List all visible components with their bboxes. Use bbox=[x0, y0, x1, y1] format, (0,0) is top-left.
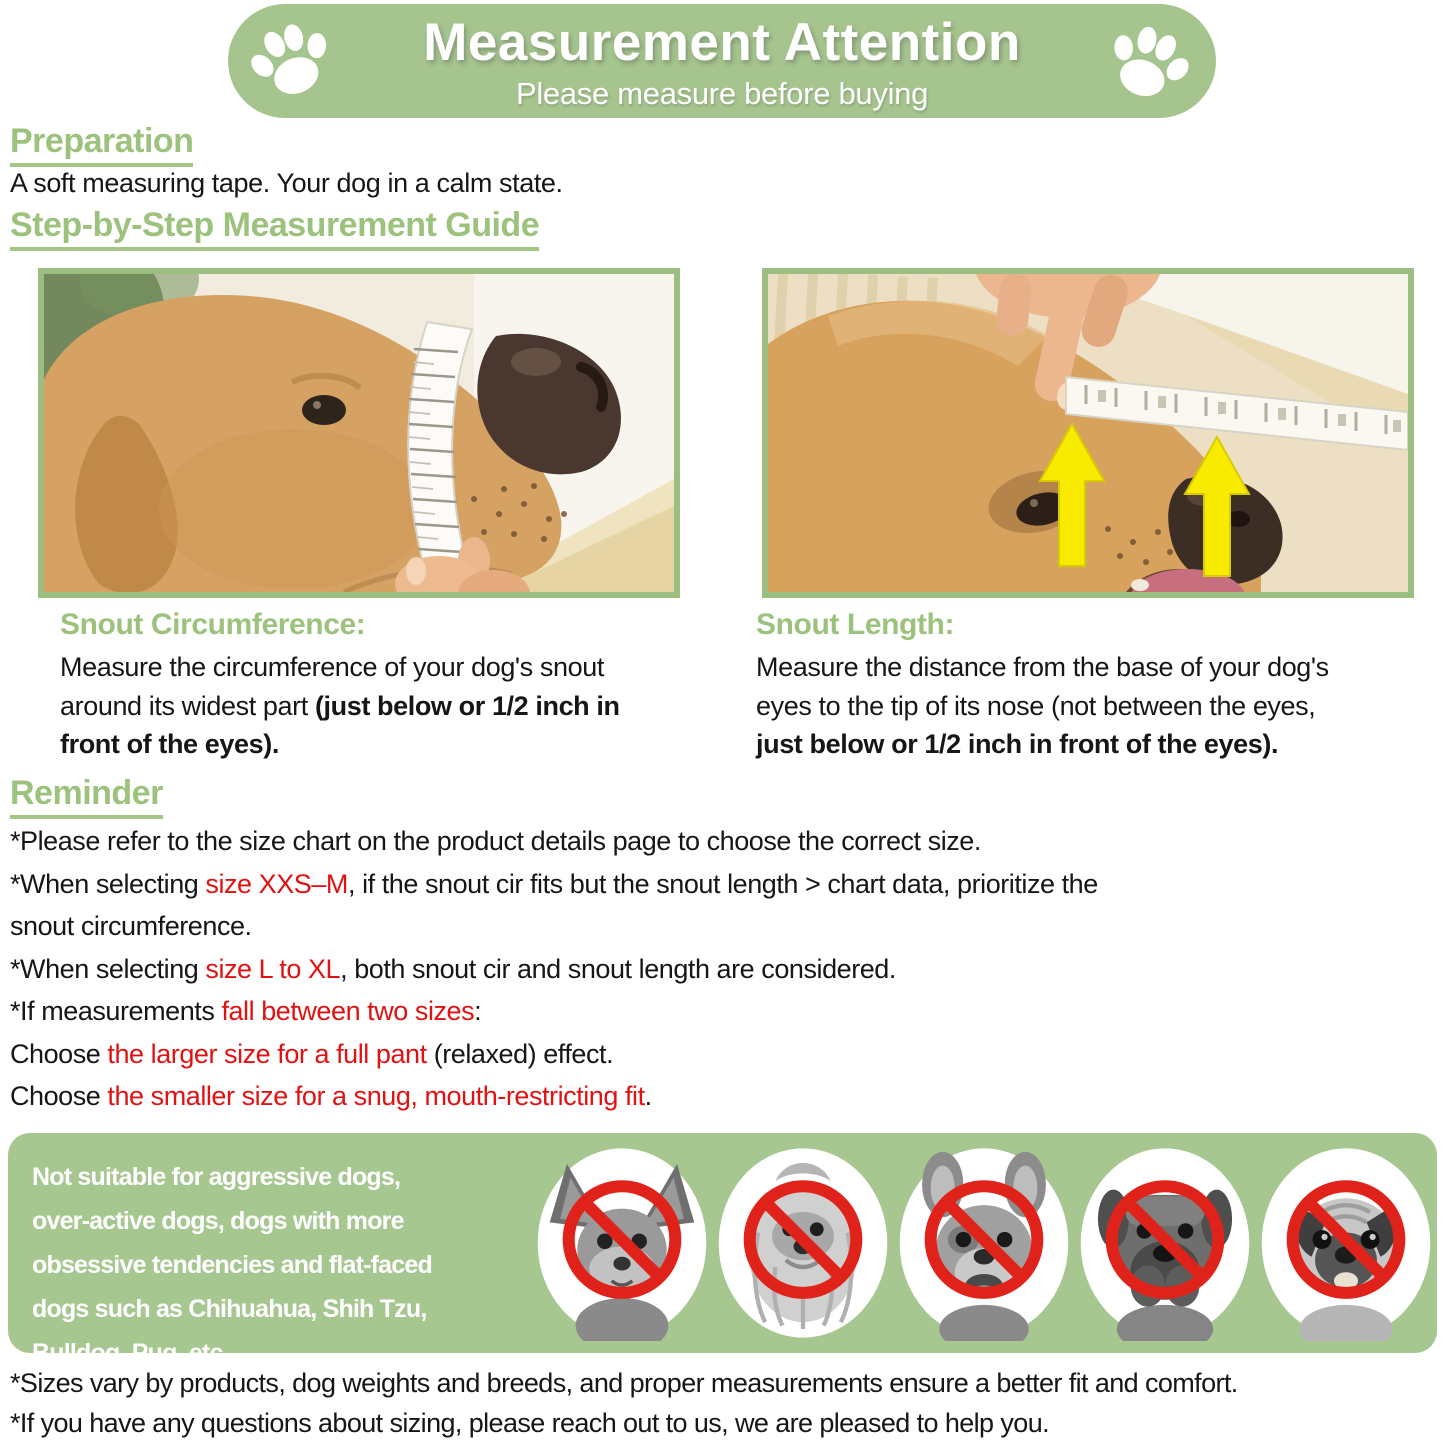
not-suitable-warning-box bbox=[8, 1133, 1437, 1367]
snout-circumference-caption: Snout Circumference: bbox=[60, 608, 366, 641]
red-highlight-text: size L to XL bbox=[205, 953, 341, 984]
red-highlight-text: the smaller size for a snug, mouth-restricting fit bbox=[107, 1081, 645, 1111]
red-highlight-text: the larger size for a full pant bbox=[107, 1038, 427, 1069]
no-bullmastiff-icon bbox=[1079, 1145, 1251, 1341]
reminder-heading: Reminder bbox=[10, 776, 163, 819]
reminder-line: *Please refer to the size chart on the product details page to choose the correct size. bbox=[10, 826, 981, 856]
no-french-bulldog-icon bbox=[898, 1145, 1070, 1341]
dog-with-tape-around-snout-illustration bbox=[44, 274, 674, 592]
snout-length-photo bbox=[762, 268, 1414, 598]
prohibited-dog-breeds bbox=[536, 1145, 1434, 1341]
warning-line: over-active dogs, dogs with more bbox=[32, 1207, 404, 1235]
footer-note-contact: *If you have any questions about sizing, please reach out to us, we are pleased to help you. bbox=[10, 1408, 1050, 1438]
red-highlight-text: size XXS–M bbox=[205, 868, 348, 899]
no-shih-tzu-icon bbox=[717, 1145, 889, 1341]
preparation-heading: Preparation bbox=[10, 124, 193, 167]
page-subtitle: Please measure before buying bbox=[515, 76, 929, 111]
description-line: Measure the distance from the base of your dog's bbox=[756, 652, 1329, 682]
reminder-list bbox=[10, 820, 1098, 1118]
reminder-section-heading-wrap bbox=[10, 776, 163, 819]
warning-line: dogs such as Chihuahua, Shih Tzu, bbox=[32, 1295, 427, 1323]
snout-circumference-description bbox=[60, 648, 620, 764]
reminder-line: Choose the smaller size for a snug, mouth-restricting fit. bbox=[10, 1081, 652, 1111]
snout-length-caption: Snout Length: bbox=[756, 608, 955, 641]
reminder-line: *If measurements fall between two sizes: bbox=[10, 996, 482, 1026]
preparation-body: A soft measuring tape. Your dog in a calm state. bbox=[10, 168, 563, 198]
no-chihuahua-icon bbox=[536, 1145, 708, 1341]
not-suitable-text bbox=[32, 1155, 432, 1375]
no-pug-icon bbox=[1260, 1145, 1432, 1341]
description-line: eyes to the tip of its nose (not between the eyes, bbox=[756, 690, 1316, 721]
warning-line: Bulldog, Pug, etc bbox=[32, 1339, 223, 1367]
warning-line: Not suitable for aggressive dogs, bbox=[32, 1163, 401, 1191]
reminder-line: snout circumference. bbox=[10, 911, 252, 941]
description-line: Measure the circumference of your dog's snout bbox=[60, 652, 604, 682]
description-line-bold: front of the eyes). bbox=[60, 729, 279, 759]
page-title: Measurement Attention bbox=[423, 13, 1021, 72]
reminder-line: Choose the larger size for a full pant (relaxed) effect. bbox=[10, 1038, 614, 1069]
measurement-attention-banner bbox=[228, 4, 1216, 118]
warning-line: obsessive tendencies and flat-faced bbox=[32, 1251, 432, 1279]
preparation-section bbox=[10, 124, 193, 167]
guide-heading: Step-by-Step Measurement Guide bbox=[10, 208, 539, 251]
reminder-line: *When selecting size XXS–M, if the snout cir fits but the snout length > chart data, prioritize the bbox=[10, 868, 1098, 899]
description-line-bold: (just below or 1/2 inch in bbox=[314, 690, 620, 721]
guide-section-heading-wrap bbox=[10, 208, 539, 251]
reminder-line: *When selecting size L to XL, both snout cir and snout length are considered. bbox=[10, 953, 896, 984]
description-line-bold: just below or 1/2 inch in front of the eyes). bbox=[756, 729, 1279, 759]
footer-note-sizes: *Sizes vary by products, dog weights and breeds, and proper measurements ensure a better fit and comfort. bbox=[10, 1368, 1238, 1398]
snout-circumference-photo bbox=[38, 268, 680, 598]
red-highlight-text: fall between two sizes bbox=[221, 996, 475, 1026]
snout-length-description bbox=[756, 648, 1329, 764]
description-line: around its widest part bbox=[60, 690, 315, 721]
dog-with-tape-along-snout-illustration bbox=[768, 274, 1408, 592]
